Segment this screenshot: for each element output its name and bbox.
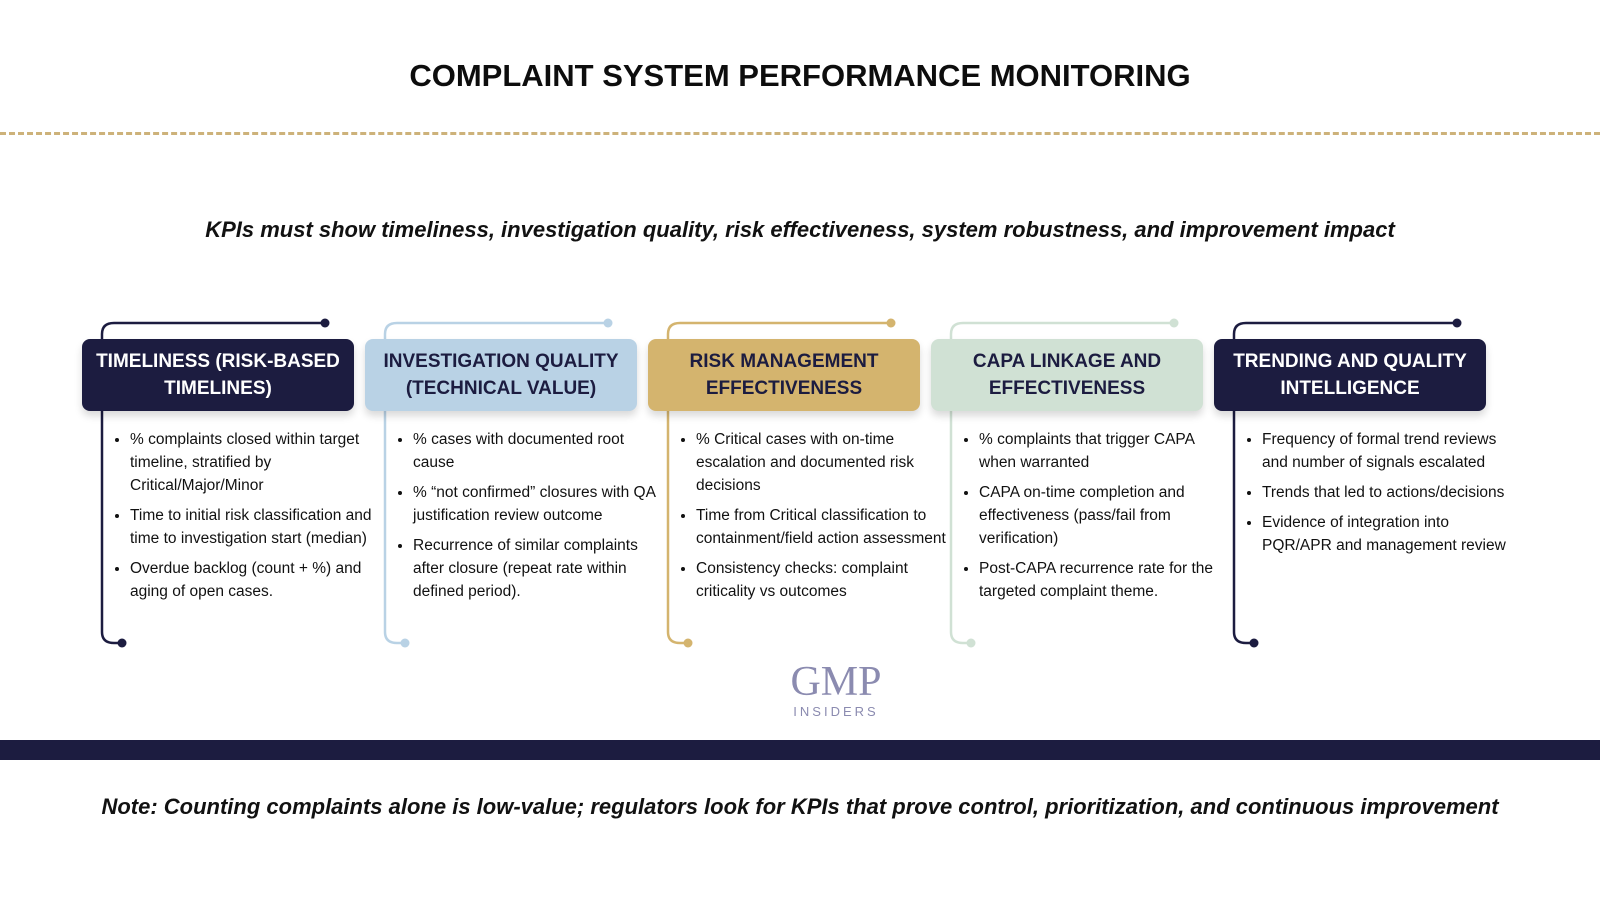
kpi-card: [648, 310, 946, 655]
kpi-item: • Time to initial risk classification and time to investigation start (median): [130, 504, 380, 550]
kpi-item: • % complaints that trigger CAPA when warranted: [979, 428, 1229, 474]
kpi-card: [1214, 310, 1506, 655]
connector-dot: [1170, 319, 1179, 328]
kpi-card-heading: CAPA LINKAGE AND EFFECTIVENESS: [931, 339, 1203, 411]
logo-sub: INSIDERS: [793, 704, 879, 719]
kpi-item: • CAPA on-time completion and effectiveness (pass/fail from verification): [979, 481, 1229, 550]
kpi-item: • % complaints closed within target timeline, stratified by Critical/Major/Minor: [130, 428, 380, 497]
connector-dot: [967, 639, 976, 648]
kpi-list: [1244, 428, 1512, 564]
dashed-divider: [0, 132, 1600, 135]
kpi-card: [931, 310, 1216, 655]
kpi-item: • % “not confirmed” closures with QA justification review outcome: [413, 481, 663, 527]
connector-dot: [118, 639, 127, 648]
connector-dot: [321, 319, 330, 328]
connector-dot: [887, 319, 896, 328]
kpi-card-heading: TIMELINESS (RISK-BASED TIMELINES): [82, 339, 354, 411]
kpi-item: • Frequency of formal trend reviews and number of signals escalated: [1262, 428, 1512, 474]
footer-note: Note: Counting complaints alone is low-value; regulators look for KPIs that prove control, prioritization, and continuous improvement: [101, 794, 1499, 819]
kpi-item: • % Critical cases with on-time escalation and documented risk decisions: [696, 428, 946, 497]
kpi-card-heading: RISK MANAGEMENT EFFECTIVENESS: [648, 339, 920, 411]
kpi-card: [365, 310, 656, 655]
connector-dot: [1453, 319, 1462, 328]
kpi-item: • Post-CAPA recurrence rate for the targeted complaint theme.: [979, 557, 1229, 603]
footer-band: [0, 740, 1600, 760]
connector-dot: [604, 319, 613, 328]
kpi-item: • % cases with documented root cause: [413, 428, 663, 474]
kpi-card: [82, 310, 372, 655]
page-title: COMPLAINT SYSTEM PERFORMANCE MONITORING: [409, 58, 1191, 93]
kpi-item: • Recurrence of similar complaints after closure (repeat rate within defined period).: [413, 534, 663, 603]
kpi-item: • Trends that led to actions/decisions: [1262, 481, 1512, 504]
kpi-list: [678, 428, 946, 610]
gmp-insiders-logo: [786, 660, 886, 719]
kpi-list: [961, 428, 1229, 610]
kpi-list: [112, 428, 380, 610]
connector-dot: [684, 639, 693, 648]
logo-main: GMP: [790, 659, 882, 705]
connector-dot: [401, 639, 410, 648]
kpi-item: • Overdue backlog (count + %) and aging of open cases.: [130, 557, 380, 603]
subtitle: KPIs must show timeliness, investigation quality, risk effectiveness, system robustness, and improvement impact: [205, 217, 1395, 242]
connector-dot: [1250, 639, 1259, 648]
kpi-card-heading: TRENDING AND QUALITY INTELLIGENCE: [1214, 339, 1486, 411]
kpi-item: • Consistency checks: complaint criticality vs outcomes: [696, 557, 946, 603]
kpi-list: [395, 428, 663, 610]
kpi-card-heading: INVESTIGATION QUALITY (TECHNICAL VALUE): [365, 339, 637, 411]
kpi-item: • Time from Critical classification to containment/field action assessment: [696, 504, 946, 550]
kpi-item: • Evidence of integration into PQR/APR and management review: [1262, 511, 1512, 557]
